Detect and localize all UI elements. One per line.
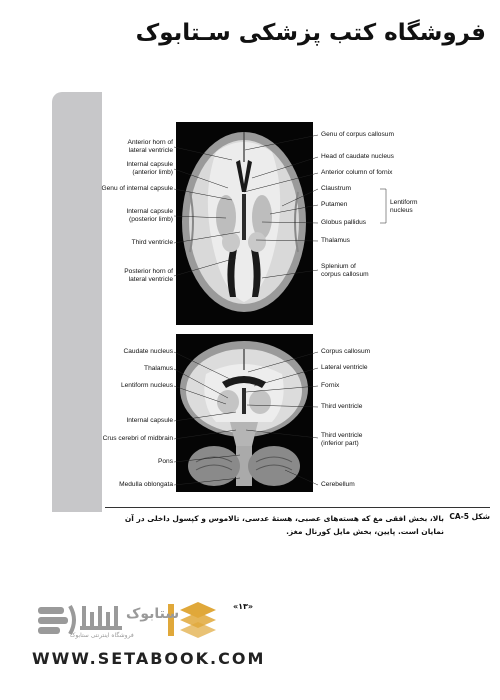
label-cerebellum: Cerebellum	[321, 481, 355, 488]
label-lateral-ventricle: Lateral ventricle	[321, 364, 368, 371]
label-internal-capsule: Internal capsule	[126, 417, 173, 424]
label-lentiform-bracket: Lentiform nucleus	[390, 199, 418, 214]
label-third-ventricle-inferior: Third ventricle (inferior part)	[321, 432, 363, 447]
label-putamen: Putamen	[321, 201, 348, 208]
label-crus-cerebri: Crus cerebri of midbrain	[102, 435, 173, 442]
brain-image-horizontal	[176, 122, 313, 325]
label-lentiform-nucleus: Lentiform nucleus	[120, 382, 173, 389]
label-fornix: Fornix	[321, 382, 340, 389]
label-genu-internal-capsule: Genu of internal capsule	[101, 185, 173, 192]
logo-tagline: فروشگاه اینترنتی ستابوک	[70, 632, 134, 639]
figure-caption	[105, 507, 490, 536]
label-claustrum: Claustrum	[321, 185, 352, 192]
label-anterior-horn: Anterior horn of lateral ventricle	[127, 139, 173, 154]
label-globus-pallidus: Globus pallidus	[321, 219, 367, 226]
label-caudate-nucleus: Caudate nucleus	[123, 348, 173, 355]
label-posterior-horn: Posterior horn of lateral ventricle	[124, 268, 173, 283]
label-pons: Pons	[157, 458, 173, 465]
website-url[interactable]: WWW.SETABOOK.COM	[32, 649, 266, 668]
setabook-logo	[30, 598, 230, 642]
logo-brand: ستابوک	[126, 606, 180, 622]
label-thalamus-top: Thalamus	[321, 237, 350, 244]
header-title: فروشگاه کتب پزشکی سـتابوک	[135, 20, 486, 46]
label-internal-capsule-anterior: Internal capsule (anterior limb)	[126, 161, 173, 176]
caption-text: بالا، بخش افقی مغ که هسته‌های عصبی، هستهٔ عدسی، تالاموس و کپسول داخلی در آن نمایان است. پایین، بخش مایل کورنال مغز.	[124, 514, 444, 536]
label-third-ventricle-bottom: Third ventricle	[321, 403, 363, 410]
side-strip	[52, 92, 102, 512]
label-medulla: Medulla oblongata	[119, 481, 173, 488]
caption-number: شکل CA-5	[449, 512, 490, 521]
page-number: «۱۳»	[233, 602, 254, 611]
brain-image-coronal	[176, 334, 313, 492]
label-internal-capsule-posterior: Internal capsule (posterior limb)	[126, 208, 173, 223]
label-genu-corpus-callosum: Genu of corpus callosum	[321, 131, 394, 138]
label-thalamus-bottom: Thalamus	[144, 365, 173, 372]
label-splenium: Splenium of corpus callosum	[321, 263, 369, 278]
label-head-caudate: Head of caudate nucleus	[321, 153, 394, 160]
label-corpus-callosum: Corpus callosum	[321, 348, 371, 355]
label-anterior-column-fornix: Anterior column of fornix	[321, 169, 393, 176]
label-third-ventricle-top: Third ventricle	[131, 239, 173, 246]
